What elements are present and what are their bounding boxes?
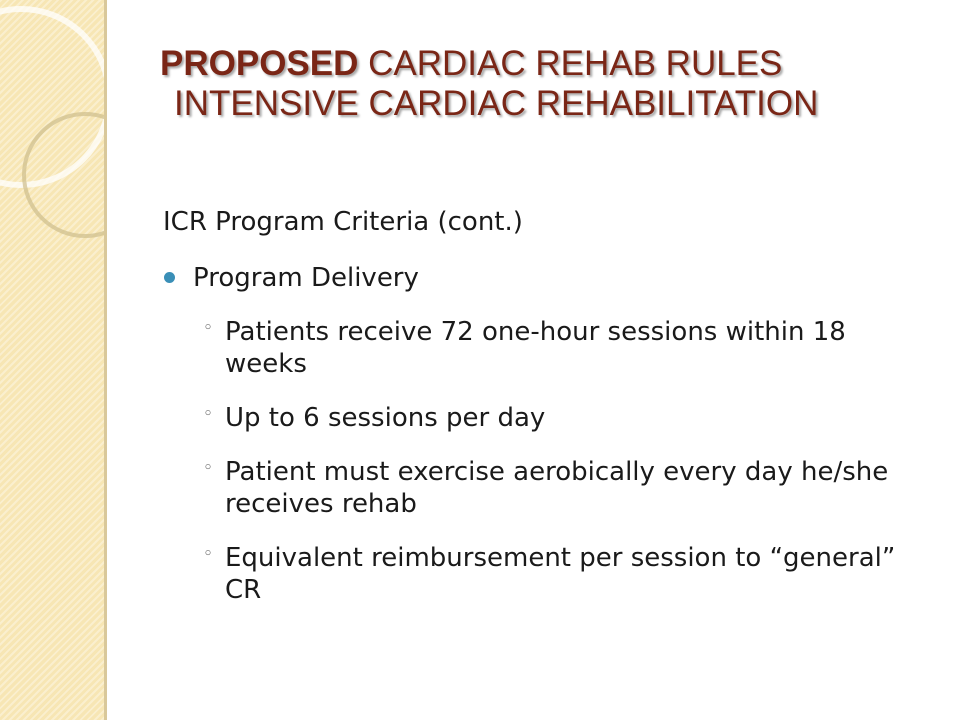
sub-bullet-text: Patient must exercise aerobically every day he/she receives rehab (225, 457, 889, 519)
sub-bullet-text: Up to 6 sessions per day (225, 403, 546, 433)
title-emphasis: PROPOSED (160, 44, 359, 83)
sub-bullet-item (203, 402, 923, 434)
sidebar-divider (104, 0, 107, 720)
sub-bullet-text: Equivalent reimbursement per session to “general” CR (225, 543, 896, 605)
bullet-dot-icon (164, 272, 175, 283)
title-line-1 (160, 44, 920, 84)
hollow-circle-icon: ◦ (203, 404, 214, 424)
title-line-2: INTENSIVE CARDIAC REHABILITATION (174, 84, 819, 123)
decorative-sidebar (0, 0, 104, 720)
slide-title (160, 44, 920, 124)
sub-bullet-text: Patients receive 72 one-hour sessions within 18 weeks (225, 317, 846, 379)
bullet-item (163, 262, 923, 294)
section-heading: ICR Program Criteria (cont.) (163, 207, 523, 237)
hollow-circle-icon: ◦ (203, 544, 214, 564)
bullet-text: Program Delivery (193, 263, 419, 293)
hollow-circle-icon: ◦ (203, 458, 214, 478)
sub-bullet-list (163, 316, 923, 606)
hollow-circle-icon: ◦ (203, 318, 214, 338)
sub-bullet-item (203, 456, 923, 520)
slide-body (163, 206, 923, 628)
sub-bullet-item (203, 316, 923, 380)
sub-bullet-item (203, 542, 923, 606)
title-line-1-rest: CARDIAC REHAB RULES (358, 44, 783, 83)
